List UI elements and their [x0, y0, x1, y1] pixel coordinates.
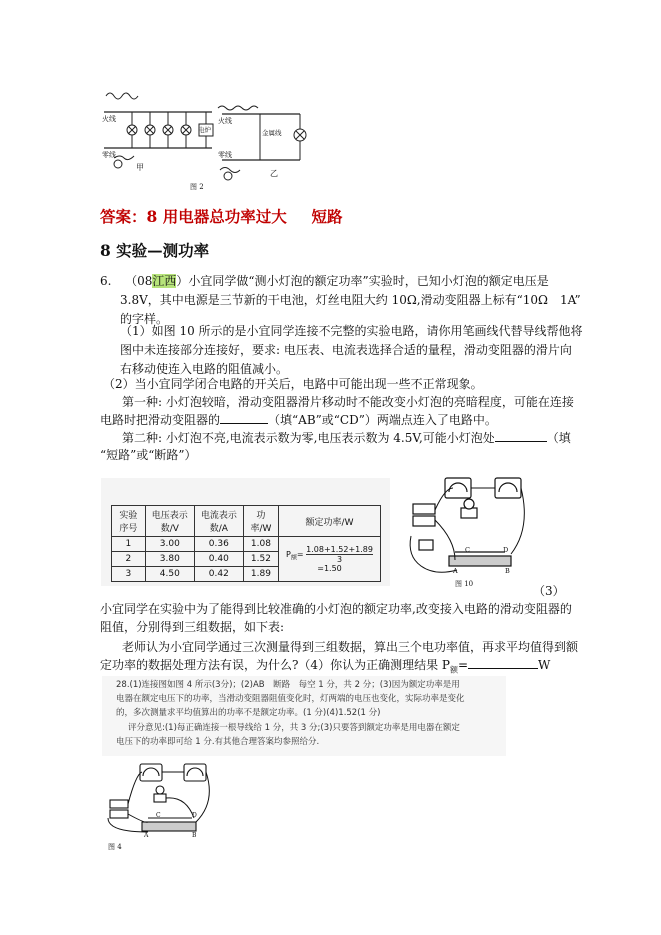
data-table-figure [101, 478, 390, 586]
q6-line-3: 的字样。 [120, 312, 169, 326]
fig2-label-huoxian: 火线 [102, 115, 116, 123]
answer-blank-power[interactable] [468, 656, 538, 669]
answer-blank-ab-cd[interactable] [220, 411, 268, 424]
q6-p3-unit: W [538, 658, 551, 672]
answer-block-line-2: 电器在额定电压下的功率，当滑动变阻器阻值变化时，灯两端的电压也变化，实际功率是变化 [116, 694, 465, 704]
q6-p1-line-2: 图中未连接部分连接好，要求: 电压表、电流表选择合适的量程，滑动变阻器的滑片向 [120, 343, 572, 357]
q6-p3-line-4a: 定功率的数据处理方法有误，为什么?（4）你认为正确测理结果 P [100, 658, 450, 672]
table-cell: 0.42 [194, 567, 243, 582]
answer-blank-short-open[interactable] [495, 429, 547, 442]
q6-line-1 [100, 272, 549, 291]
table-formula-cell: $P_额=$ $\frac{1.08+1.52+1.89}{3}$ =1.50 [279, 537, 381, 582]
q6-p2-line-2: 第一种: 小灯泡较暗，滑动变阻器滑片移动时不能改变小灯泡的亮暗程度，可能在连接 [122, 395, 574, 409]
fig2-label-lingxian2: 零线 [218, 151, 232, 159]
formula-p: P [286, 550, 291, 559]
q6-p2-line-3 [100, 411, 497, 430]
table-cell: 4.50 [145, 567, 194, 582]
figure-2 [100, 88, 312, 196]
q6-p1-line-1: （1）如图 10 所示的是小宜同学连接不完整的实验电路，请你用笔画线代替导线帮他将 [120, 324, 583, 338]
figure-4 [104, 760, 216, 856]
fig10-caption: 图 10 [455, 580, 474, 588]
q6-p3-line-3: 老师认为小宜同学通过三次测量得到三组数据，算出三个电功率值，再求平均值得到额 [122, 640, 579, 654]
fig10-label-d: D [503, 546, 509, 554]
answer-num: 8 [146, 207, 158, 226]
figure-2-drawing [100, 88, 312, 196]
fig10-label-a: A [453, 567, 458, 575]
fig2-label-jia: 甲 [136, 163, 144, 172]
q6-source-highlight: 江西 [152, 274, 177, 288]
table-row [112, 537, 381, 552]
table-header: 电流表示数/A [194, 506, 243, 537]
fig2-caption: 图 2 [190, 183, 204, 191]
q6-p3-line-1: 小宜同学在实验中为了能得到比较准确的小灯泡的额定功率,改变接入电路的滑动变阻器的 [100, 602, 572, 616]
q6-p1-line-3: 右移动使连入电路的阻值减小。 [120, 362, 289, 376]
answer-block-line-3: 的，多次测量求平均值算出的功率不是额定功率。(1 分)(4)1.52(1 分) [116, 708, 381, 718]
table-header: 实验序号 [112, 506, 146, 537]
table-cell: 0.36 [194, 537, 243, 552]
fig2-label-dianlu: 电炉 [198, 126, 211, 134]
table-cell: 1.08 [243, 537, 278, 552]
table-cell: 2 [112, 552, 146, 567]
table-header-row [112, 506, 381, 537]
fig2-label-huoxian2: 火线 [218, 117, 232, 125]
fig4-label-b: B [192, 832, 197, 839]
section-heading: 8 实验—测功率 [100, 241, 210, 260]
q6-source-open: （08 [125, 274, 153, 288]
q6-p3-line-4b: = [457, 658, 469, 672]
fig4-label-d: D [192, 812, 197, 819]
answer-line [100, 206, 343, 228]
fig4-caption: 图 4 [108, 843, 122, 851]
q6-p3-number: （3） [533, 584, 565, 598]
answer-prefix: 答案： [100, 207, 147, 226]
table-cell: 1.89 [243, 567, 278, 582]
q6-p2-line-4b: （填 [546, 431, 571, 445]
answer-block-line-5: 电压下的功率即可给 1 分.有其他合理答案均参照给分. [116, 737, 320, 747]
q6-source-close: ） [176, 274, 189, 288]
figure-10 [405, 474, 533, 592]
table-cell: 1.52 [243, 552, 278, 567]
q6-p3-line-2: 阻值，分别得到三组数据，如下表: [100, 620, 285, 634]
table-cell: 0.40 [194, 552, 243, 567]
q6-p3-sub: 额 [449, 665, 458, 675]
q6-line-2: 3.8V，其中电源是三节新的干电池，灯丝电阻大约 10Ω,滑动变阻器上标有“10Ω 1A” [120, 293, 581, 307]
formula-result: =1.50 [317, 564, 342, 573]
table-cell: 1 [112, 537, 146, 552]
figure-10-drawing [405, 474, 533, 592]
answer-text-2: 短路 [311, 207, 343, 226]
answer-text-1: 用电器总功率过大 [162, 207, 287, 226]
table-header: 电压表示数/V [145, 506, 194, 537]
fig4-label-a: A [144, 832, 149, 839]
q6-p2-line-5: “短路”或“断路”） [100, 448, 197, 462]
q6-p2-line-3b: （填“AB”或“CD”）两端点连入了电路中。 [268, 413, 497, 427]
table-header: 额定功率/W [279, 506, 381, 537]
q6-p2-line-1: （2）当小宜同学闭合电路的开关后，电路中可能出现一些不正常现象。 [103, 377, 483, 391]
formula-sub: 额 [290, 554, 297, 562]
answer-block-line-4: 评分意见:(1)每正确连接一根导线给 1 分，共 3 分;(3)只要答到额定功率是用电器在额定 [128, 723, 460, 733]
q6-p2-line-3a: 电路时把滑动变阻器的 [100, 413, 221, 427]
formula-denominator: 3 [337, 555, 343, 564]
formula-numerator: 1.08+1.52+1.89 [306, 545, 373, 554]
table-header: 功率/W [243, 506, 278, 537]
q6-number: 6. [100, 274, 112, 288]
fig2-label-jinshuxian: 金属线 [262, 129, 282, 137]
table-cell: 3.00 [145, 537, 194, 552]
q6-p2-line-4a: 第二种: 小灯泡不亮,电流表示数为零,电压表示数为 4.5V,可能小灯泡处 [122, 431, 495, 445]
answer-block-line-1: 28.(1)连接图如图 4 所示(3分)；(2)AB 断路 每空 1 分，共 2 分；(3)因为额定功率是用 [116, 680, 460, 690]
fig10-label-b: B [505, 567, 510, 575]
table-cell: 3.80 [145, 552, 194, 567]
fig2-label-yi: 乙 [270, 169, 278, 178]
fig2-label-lingxian: 零线 [102, 151, 116, 159]
fig4-label-c: C [156, 812, 161, 819]
fig10-label-c: C [465, 546, 470, 554]
table-cell: 3 [112, 567, 146, 582]
answer-block [102, 676, 506, 756]
data-table [111, 505, 381, 582]
q6-intro-1: 小宜同学做“测小灯泡的额定功率”实验时，已知小灯泡的额定电压是 [188, 274, 549, 288]
